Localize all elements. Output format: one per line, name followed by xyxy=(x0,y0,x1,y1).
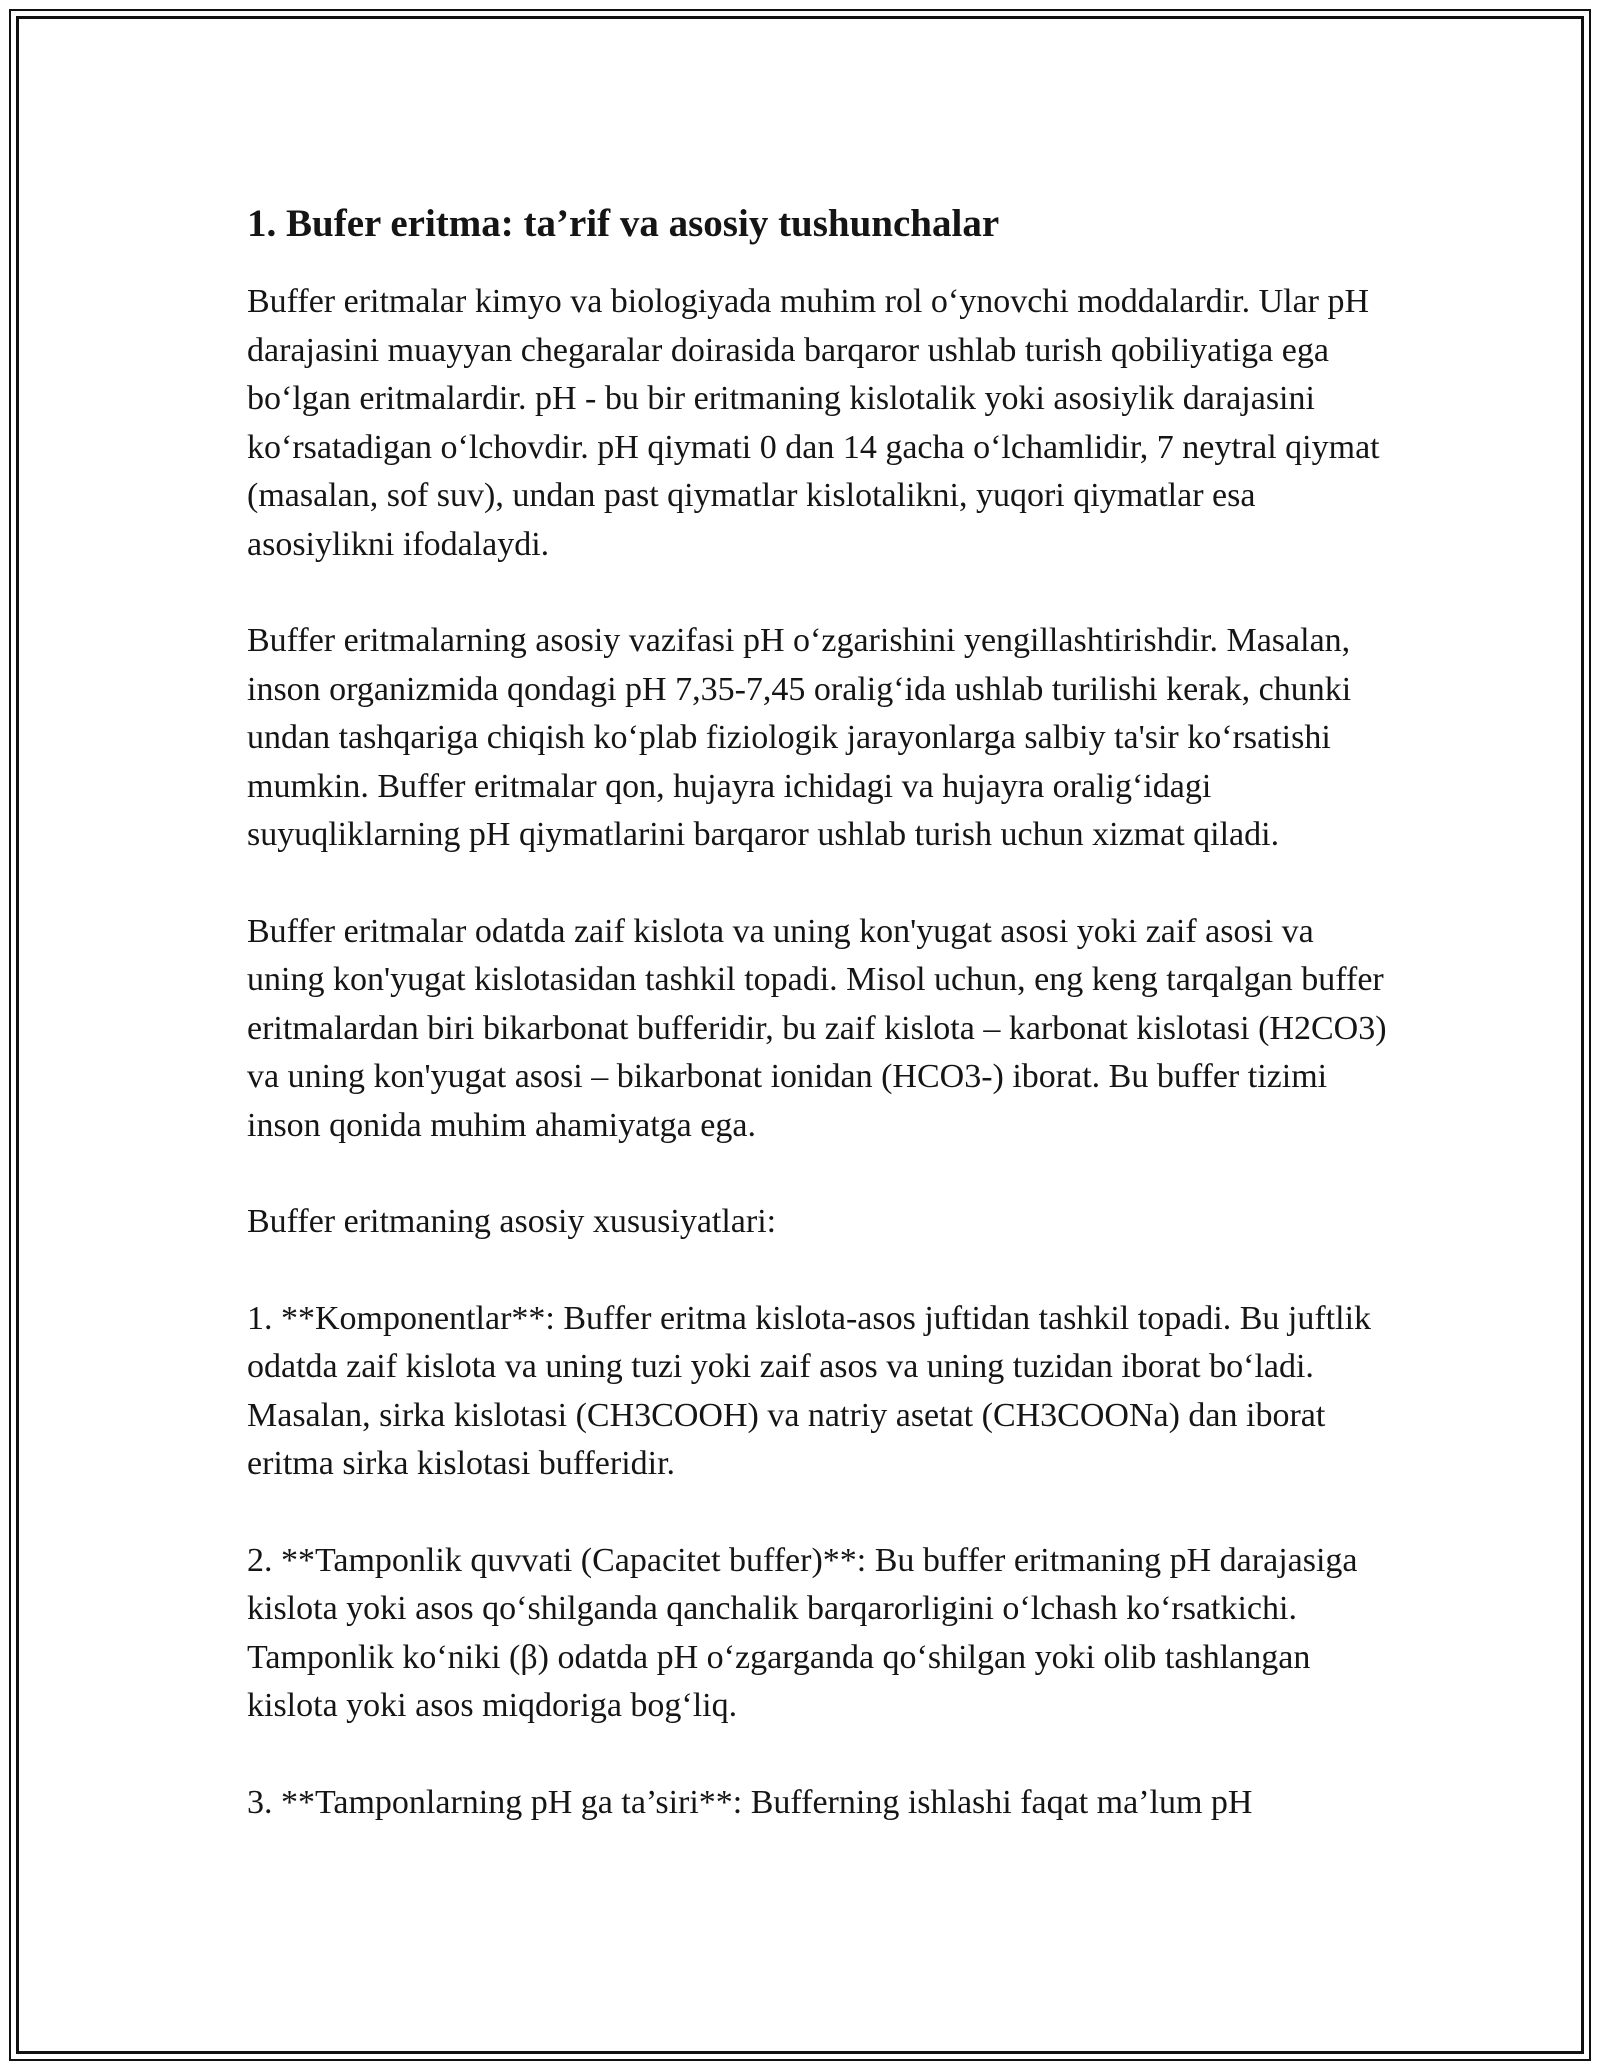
list-item-ph-effect: 3. **Tamponlarning pH ga ta’siri**: Bufferning ishlashi faqat ma’lum pH xyxy=(247,1783,1253,1821)
document-page xyxy=(9,9,1591,2061)
paragraph-definition: Buffer eritmalar kimyo va biologiyada muhim rol o‘ynovchi moddalardir. Ular pH darajasini muayyan chegaralar doirasida barqaror ushlab turish qobiliyatiga ega bo‘lgan eritmalardir. pH - bu bir eritmaning kislotalik yoki asosiylik darajasini ko‘rsatadigan o‘lchovdir. pH qiymati 0 dan 14 gacha o‘lchamlidir, 7 neytral qiymat (masalan, sof suv), undan past qiymatlar kislotalikni, yuqori qiymatlar esa asosiylikni ifodalaydi. xyxy=(247,283,1380,563)
paragraph-function: Buffer eritmalarning asosiy vazifasi pH o‘zgarishini yengillashtirishdir. Masalan, inson organizmida qondagi pH 7,35-7,45 oralig‘ida ushlab turilishi kerak, chunki undan tashqariga chiqish ko‘plab fiziologik jarayonlarga salbiy ta'sir ko‘rsatishi mumkin. Buffer eritmalar qon, hujayra ichidagi va hujayra oralig‘idagi suyuqliklarning pH qiymatlarini barqaror ushlab turish uchun xizmat qiladi. xyxy=(247,622,1352,853)
list-item-buffer-capacity: 2. **Tamponlik quvvati (Capacitet buffer)**: Bu buffer eritmaning pH darajasiga kislota yoki asos qo‘shilganda qanchalik barqarorligini o‘lchash ko‘rsatkichi. Tamponlik ko‘niki (β) odatda pH o‘zgarganda qo‘shilgan yoki olib tashlangan kislota yoki asos miqdoriga bog‘liq. xyxy=(247,1541,1358,1724)
list-item-components: 1. **Komponentlar**: Buffer eritma kislota-asos juftidan tashkil topadi. Bu juftlik odatda zaif kislota va uning tuzi yoki zaif asos va uning tuzidan iborat bo‘ladi. Masalan, sirka kislotasi (CH3COOH) va natriy asetat (CH3COONa) dan iborat eritma sirka kislotasi bufferidir. xyxy=(247,1299,1372,1482)
section-heading: 1. Bufer eritma: ta’rif va asosiy tushunchalar xyxy=(247,202,1000,245)
paragraph-composition: Buffer eritmalar odatda zaif kislota va uning kon'yugat asosi yoki zaif asosi va uning kon'yugat kislotasidan tashkil topadi. Misol uchun, eng keng tarqalgan buffer eritmalardan biri bikarbonat bufferidir, bu zaif kislota – karbonat kislotasi (H2CO3) va uning kon'yugat asosi – bikarbonat ionidan (HCO3-) iborat. Bu buffer tizimi inson qonida muhim ahamiyatga ega. xyxy=(247,912,1387,1144)
paragraph-properties-intro: Buffer eritmaning asosiy xususiyatlari: xyxy=(247,1203,777,1240)
document-body xyxy=(247,195,1397,1875)
